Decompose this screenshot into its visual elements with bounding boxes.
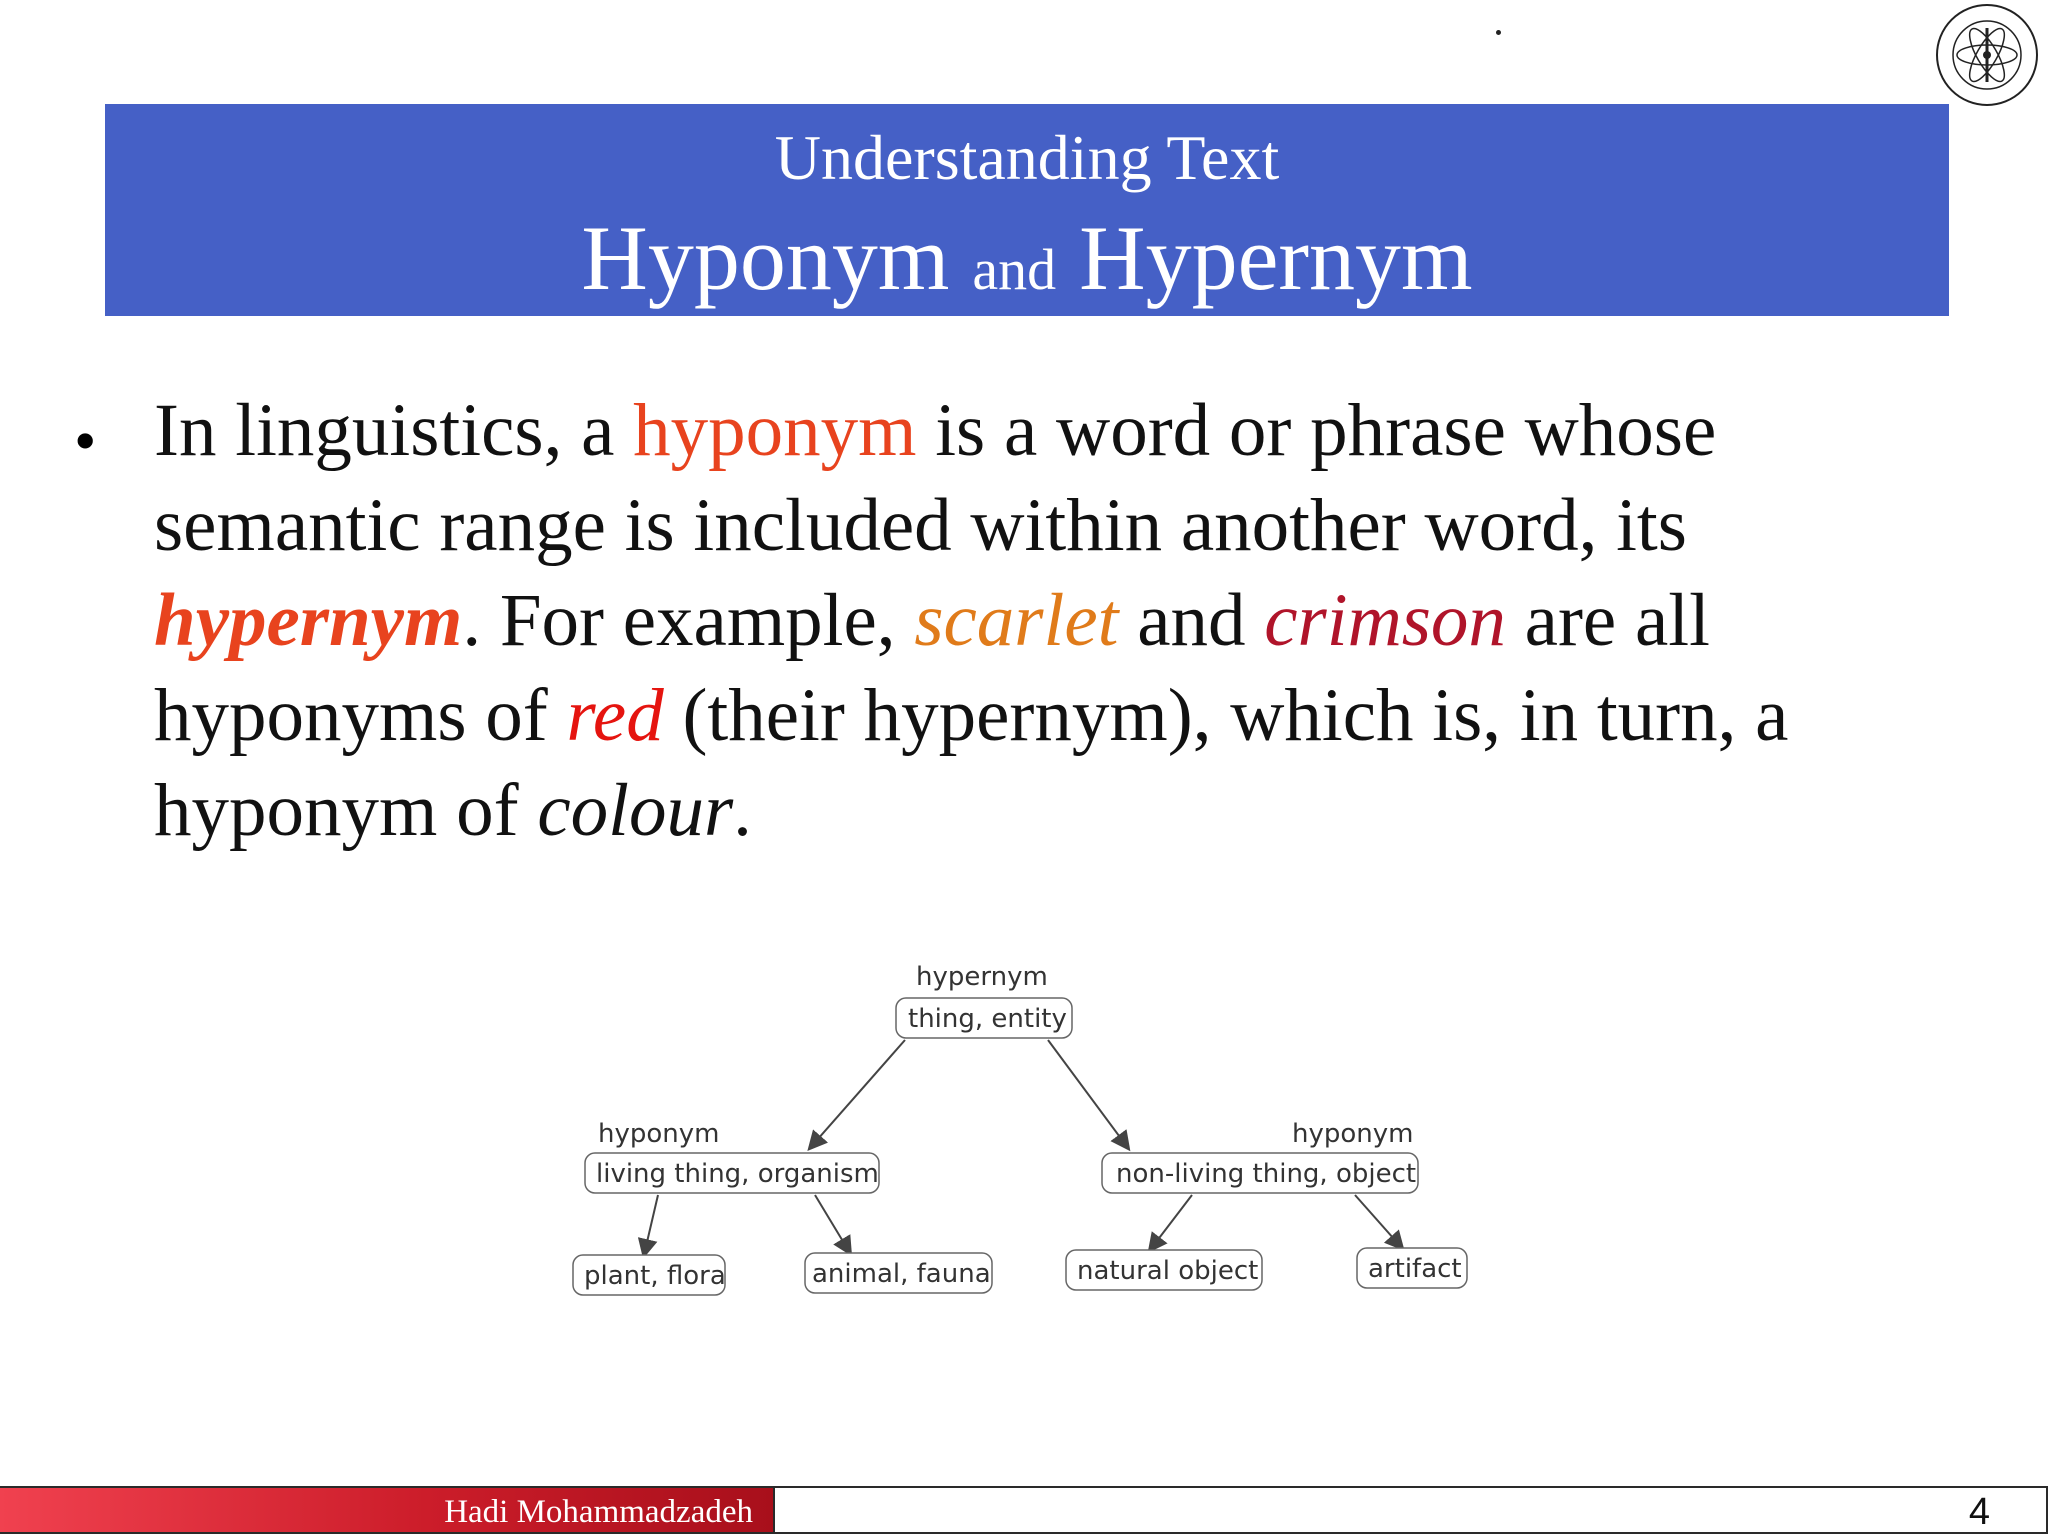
- edge-root-left: [810, 1040, 905, 1148]
- text-segment: (their hypernym), which is, in turn, a hyponym of: [154, 674, 1789, 852]
- slide-title: [105, 204, 1949, 324]
- edge-root-right: [1048, 1040, 1128, 1148]
- text-segment: are all hyponyms of: [154, 579, 1710, 757]
- slide-subject: Understanding Text: [774, 122, 1280, 193]
- footer-page-bar: [773, 1486, 2048, 1534]
- footer-author-bar: [0, 1486, 773, 1534]
- text-segment: In linguistics, a: [154, 389, 634, 472]
- university-seal-logo: [1932, 0, 2042, 110]
- node-right: non-living thing, object: [1116, 1159, 1417, 1189]
- edge-left-leaf1: [644, 1195, 658, 1255]
- term-crimson: crimson: [1264, 579, 1506, 662]
- node-root: thing, entity: [908, 1004, 1067, 1034]
- text-segment: and: [1118, 579, 1265, 662]
- title-word-hyponym: Hyponym: [581, 207, 950, 309]
- footer-author: Hadi Mohammadzadeh: [444, 1494, 753, 1530]
- node-leaf1: plant, flora: [584, 1261, 726, 1291]
- bullet-paragraph: [154, 383, 1984, 858]
- term-colour: colour: [537, 769, 734, 852]
- bullet-icon: •: [74, 405, 97, 476]
- text-segment: . For example,: [462, 579, 915, 662]
- term-hypernym: hypernym: [154, 579, 463, 662]
- node-leaf3: natural object: [1077, 1256, 1259, 1286]
- node-leaf2: animal, fauna: [812, 1259, 991, 1289]
- decorative-dot: [1496, 30, 1501, 35]
- diagram-edges: [644, 1040, 1402, 1255]
- edge-right-leaf3: [1150, 1195, 1192, 1250]
- hierarchy-diagram: [560, 950, 1480, 1310]
- term-scarlet: scarlet: [914, 579, 1119, 662]
- edge-right-leaf4: [1355, 1195, 1402, 1248]
- text-segment: is a word or phrase whose semantic range is included within another word, its: [154, 389, 1717, 567]
- term-hyponym: hyponym: [633, 389, 917, 472]
- node-left: living thing, organism: [596, 1159, 879, 1189]
- diagram-label-hypernym: hypernym: [916, 962, 1048, 992]
- text-segment: .: [733, 769, 752, 852]
- edge-left-leaf2: [815, 1195, 850, 1253]
- title-banner: [105, 104, 1949, 316]
- node-leaf4: artifact: [1368, 1254, 1462, 1284]
- title-conjunction: and: [972, 237, 1057, 302]
- title-word-hypernym: Hypernym: [1079, 207, 1473, 309]
- page-number: 4: [1968, 1491, 1990, 1533]
- diagram-label-hyponym-left: hyponym: [598, 1119, 720, 1149]
- term-red: red: [566, 674, 664, 757]
- diagram-label-hyponym-right: hyponym: [1292, 1119, 1414, 1149]
